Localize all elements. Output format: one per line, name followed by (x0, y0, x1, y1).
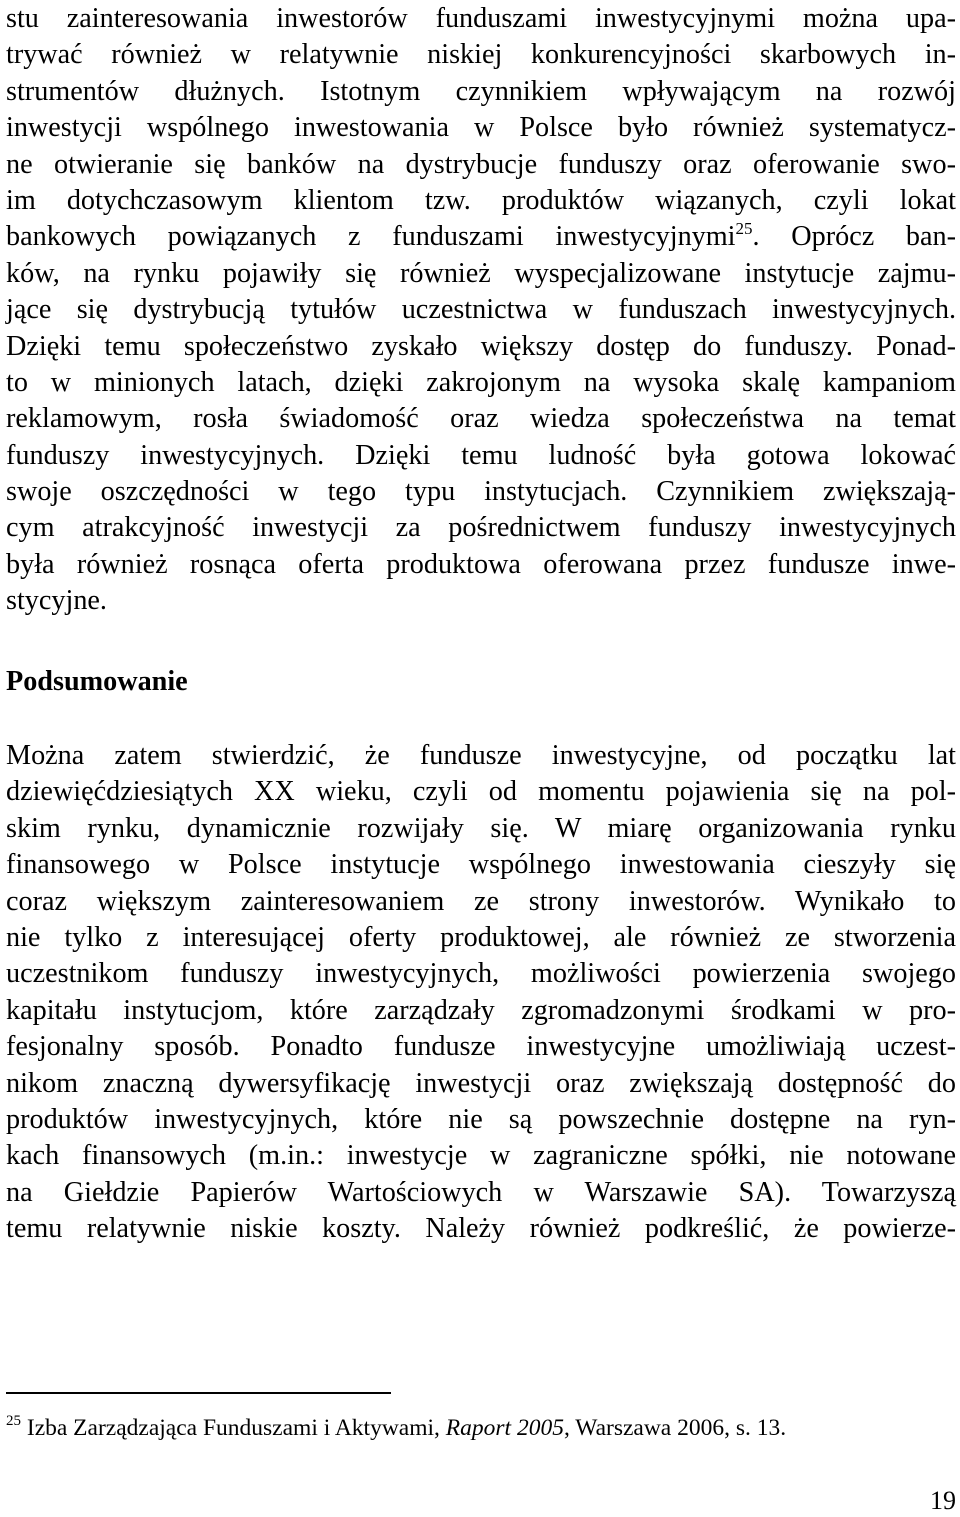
summary-line: kach finansowych (m.in.: inwestycje w zagraniczne spółki, nie notowane (6, 1140, 956, 1172)
summary-line: skim rynku, dynamicznie rozwijały się. W miarę organizowania rynku (6, 812, 956, 844)
body-line: Dzięki temu społeczeństwo zyskało większy dostęp do funduszy. Ponad- (6, 330, 956, 362)
footnote-text-after: , Warszawa 2006, s. 13. (563, 1415, 787, 1441)
summary-line: nikom znaczną dywersyfikację inwestycji oraz zwiększają dostępność do (6, 1067, 956, 1099)
body-line: reklamowym, rosła świadomość oraz wiedza społeczeństwa na temat (6, 403, 956, 435)
summary-line: dziewięćdziesiątych XX wieku, czyli od momentu pojawienia się na pol- (6, 776, 956, 808)
body-line: to w minionych latach, dzięki zakrojonym na wysoka skalę kampaniom (6, 366, 956, 398)
body-line: cym atrakcyjność inwestycji za pośrednictwem funduszy inwestycyjnych (6, 512, 956, 544)
section-title: Podsumowanie (6, 666, 188, 697)
summary-line: uczestnikom funduszy inwestycyjnych, możliwości powierzenia swojego (6, 958, 956, 990)
summary-line: nie tylko z interesującej oferty produktowej, ale również ze stworzenia (6, 921, 956, 953)
body-line-tail: . Oprócz ban- (752, 221, 956, 253)
body-line: swoje oszczędności w tego typu instytucjach. Czynnikiem zwiększają- (6, 476, 956, 508)
body-line: była również rosnąca oferta produktowa oferowana przez fundusze inwe- (6, 548, 956, 580)
footnote-reference[interactable]: 25 (735, 219, 753, 239)
summary-line: finansowego w Polsce instytucje wspólnego inwestowania cieszyły się (6, 849, 956, 881)
body-paragraph (6, 1, 956, 620)
body-line: funduszy inwestycyjnych. Dzięki temu ludność była gotowa lokować (6, 439, 956, 471)
summary-line: coraz większym zainteresowaniem ze strony inwestorów. Wynikało to (6, 885, 956, 917)
summary-line: temu relatywnie niskie koszty. Należy również podkreślić, że powierze- (6, 1213, 956, 1245)
body-line: strumentów dłużnych. Istotnym czynnikiem wpływającym na rozwój (6, 75, 956, 107)
body-line: trywać również w relatywnie niskiej konkurencyjności skarbowych in- (6, 39, 956, 71)
body-line: stu zainteresowania inwestorów funduszami inwestycyjnymi można upa- (6, 3, 956, 34)
summary-line: produktów inwestycyjnych, które nie są powszechnie dostępne na ryn- (6, 1103, 956, 1135)
summary-paragraph (6, 738, 956, 1247)
footnote-divider (6, 1392, 391, 1394)
section-heading (6, 664, 956, 700)
body-line: im dotychczasowym klientom tzw. produktów wiązanych, czyli lokat (6, 184, 956, 216)
body-line-with-footnote-ref (6, 219, 956, 255)
page-number: 19 (930, 1486, 956, 1515)
summary-line: na Giełdzie Papierów Wartościowych w Warszawie SA). Towarzyszą (6, 1176, 956, 1208)
body-line: stycyjne. (6, 585, 107, 617)
body-line: ne otwieranie się banków na dystrybucje funduszy oraz oferowanie swo- (6, 148, 956, 180)
footnote (6, 1402, 956, 1454)
footnote-text-before: Izba Zarządzająca Funduszami i Aktywami, (21, 1415, 446, 1441)
summary-line: kapitału instytucjom, które zarządzały zgromadzonymi środkami w pro- (6, 994, 956, 1026)
footnote-italic-title: Raport 2005 (445, 1415, 564, 1441)
summary-line: Można zatem stwierdzić, że fundusze inwestycyjne, od początku lat (6, 740, 956, 771)
body-line: jące się dystrybucją tytułów uczestnictwa w funduszach inwestycyjnych. (6, 294, 956, 326)
body-line: inwestycji wspólnego inwestowania w Polsce było również systematycz- (6, 112, 956, 144)
summary-line: fesjonalny sposób. Ponadto fundusze inwestycyjne umożliwiają uczest- (6, 1031, 956, 1063)
body-line: ków, na rynku pojawiły się również wyspecjalizowane instytucje zajmu- (6, 257, 956, 289)
footnote-number: 25 (6, 1413, 21, 1429)
body-line-text: bankowych powiązanych z funduszami inwestycyjnymi (6, 221, 736, 253)
